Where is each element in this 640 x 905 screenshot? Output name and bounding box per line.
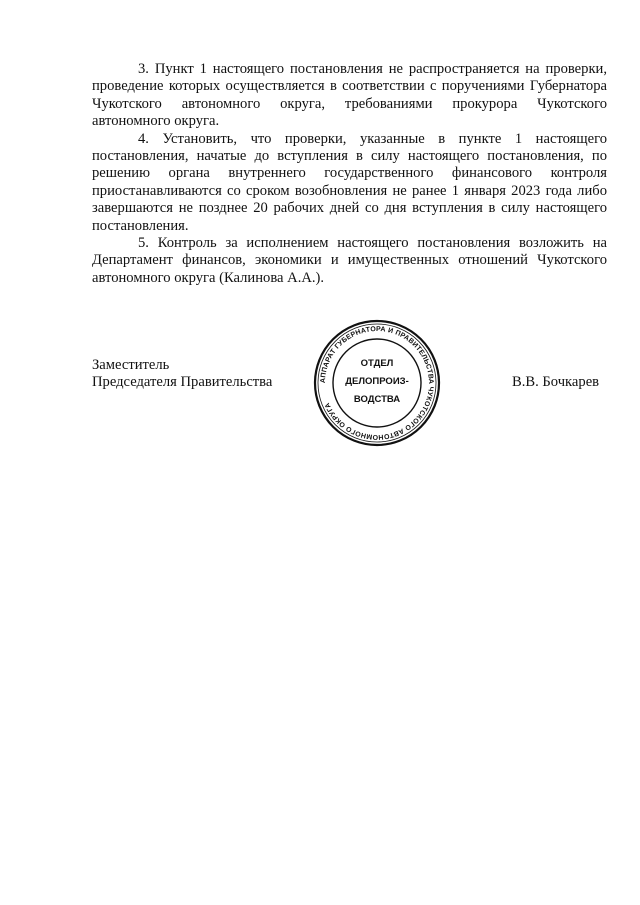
paragraph-5: 5. Контроль за исполнением настоящего постановления возложить на Департамент финансов, экономики и имущественных отношений Чукотского автономного округа (Калинова А.А.). (92, 235, 607, 286)
paragraph-4: 4. Установить, что проверки, указанные в пункте 1 настоящего постановления, начатые до вступления в силу настоящего постановления, по решению органа внутреннего государственного финансового контроля приостанавливаются со сроком возобновления не ранее 1 января 2023 года либо завершаются не позднее 20 рабочих дней со дня вступления в силу настоящего постановления. (92, 130, 607, 234)
signatory-title (92, 357, 272, 392)
stamp-line2: ДЕЛОПРОИЗ- (345, 376, 409, 387)
stamp-ring-text: АППАРАТ ГУБЕРНАТОРА И ПРАВИТЕЛЬСТВА ЧУКОТСКОГО АВТОНОМНОГО ОКРУГА (319, 325, 435, 441)
signatory-title-line2: Председателя Правительства (92, 374, 273, 391)
stamp-line1: ОТДЕЛ (360, 358, 394, 369)
document-body (92, 61, 607, 287)
official-stamp (312, 318, 442, 448)
signatory-name: В.В. Бочкарев (512, 374, 600, 390)
paragraph-3: 3. Пункт 1 настоящего постановления не распространяется на проверки, проведение которых осуществляется в соответствии с поручениями Губернатора Чукотского автономного округа, требованиями прокурора Чукотского автономного округа. (92, 61, 607, 130)
stamp-line3: ВОДСТВА (353, 394, 401, 405)
signatory-title-line1: Заместитель (92, 357, 170, 373)
